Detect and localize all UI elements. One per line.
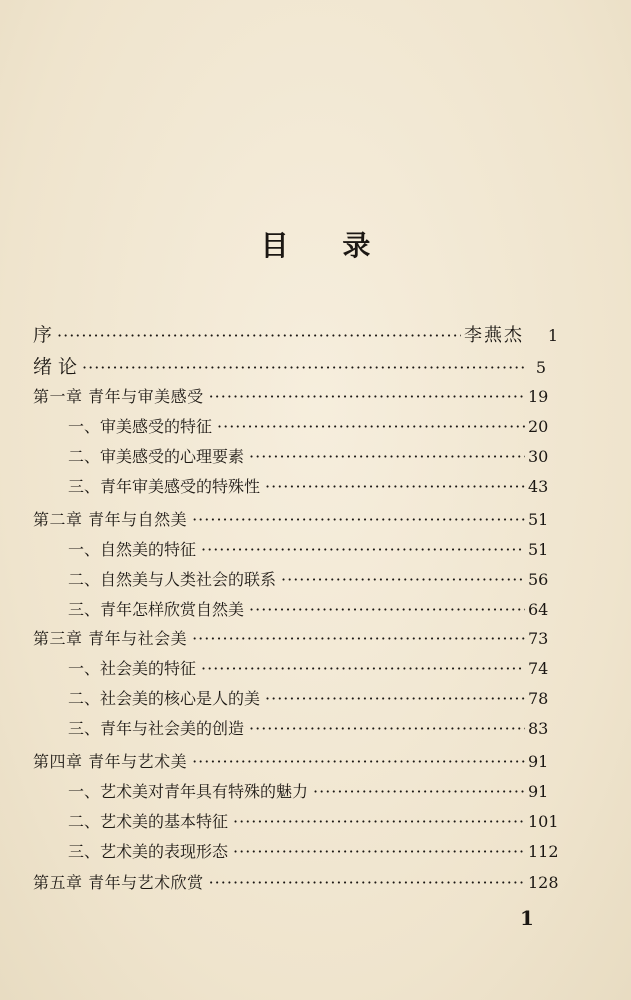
toc-entry-page: 43 [528,477,549,496]
toc-entry-label: 三、艺术美的表现形态 [68,842,229,861]
toc-entry-label: 三、青年审美感受的特殊性 [68,477,261,496]
toc-entry-section[interactable] [68,444,549,467]
dot-leader [209,873,525,892]
toc-entry-page: 51 [528,510,549,529]
toc-entry-section[interactable] [68,686,549,709]
toc-entry-label: 第二章 青年与自然美 [33,510,188,529]
toc-entry-page: 64 [528,600,549,619]
toc-entry-label: 三、青年与社会美的创造 [68,719,245,738]
toc-entry-page: 83 [528,719,549,738]
toc-entry-label: 第五章 青年与艺术欣赏 [33,873,204,892]
toc-entry-section[interactable] [68,839,559,862]
toc-entry-page: 91 [528,782,549,801]
toc-entry-section[interactable] [68,597,549,620]
toc-entry-label: 绪 论 [33,356,78,378]
toc-entry-page: 128 [528,873,559,892]
dot-leader [82,358,525,377]
toc-entry-section[interactable] [68,656,549,679]
toc-entry-chapter-4[interactable] [33,749,549,772]
dot-leader [313,782,525,801]
toc-entry-label: 二、自然美与人类社会的联系 [68,570,277,589]
toc-entry-section[interactable] [68,779,549,802]
page-number: 1 [520,906,534,930]
toc-entry-page: 5 [535,358,546,377]
toc-entry-label: 第四章 青年与艺术美 [33,752,188,771]
toc-entry-page: 74 [528,659,549,678]
toc-entry-label: 第三章 青年与社会美 [33,629,188,648]
toc-entry-page: 91 [528,752,549,771]
toc-entry-label: 三、青年怎样欣赏自然美 [68,600,245,619]
toc-entry-chapter-3[interactable] [33,626,549,649]
toc-entry-page: 112 [528,842,559,861]
toc-entry-section[interactable] [68,716,549,739]
dot-leader [249,719,525,738]
toc-entry-section[interactable] [68,537,549,560]
toc-entry-section[interactable] [68,414,549,437]
toc-entry-page: 101 [528,812,559,831]
dot-leader [201,540,525,559]
toc-entry-section[interactable] [68,567,549,590]
dot-leader [281,570,525,589]
dot-leader [192,629,525,648]
toc-entry-preface[interactable] [33,320,558,347]
dot-leader [57,326,461,345]
dot-leader [233,842,525,861]
toc-entry-label: 二、社会美的核心是人的美 [68,689,261,708]
toc-entry-label: 一、社会美的特征 [68,659,197,678]
toc-entry-label: 一、审美感受的特征 [68,417,213,436]
toc-entry-page: 51 [528,540,549,559]
toc-entry-label: 一、自然美的特征 [68,540,197,559]
dot-leader [233,812,525,831]
dot-leader [249,447,525,466]
toc-entry-page: 78 [528,689,549,708]
toc-entry-chapter-1[interactable] [33,384,549,407]
toc-entry-label: 二、艺术美的基本特征 [68,812,229,831]
dot-leader [209,387,525,406]
toc-entry-label: 二、审美感受的心理要素 [68,447,245,466]
toc-entry-label: 一、艺术美对青年具有特殊的魅力 [68,782,309,801]
toc-entry-introduction[interactable] [33,352,546,379]
toc-entry-page: 30 [528,447,549,466]
toc-entry-label: 序 [33,324,53,346]
toc-entry-chapter-5[interactable] [33,870,559,893]
dot-leader [192,510,525,529]
dot-leader [265,477,525,496]
toc-entry-label: 第一章 青年与审美感受 [33,387,204,406]
toc-entry-chapter-2[interactable] [33,507,549,530]
toc-entry-author: 李燕杰 [464,325,524,346]
page-title: 目 录 [260,229,393,262]
dot-leader [249,600,525,619]
toc-entry-section[interactable] [68,809,559,832]
toc-entry-page: 73 [528,629,549,648]
dot-leader [192,752,525,771]
toc-entry-page: 19 [528,387,549,406]
toc-entry-page: 20 [528,417,549,436]
dot-leader [217,417,525,436]
toc-entry-page: 1 [547,326,558,345]
toc-entry-section[interactable] [68,474,549,497]
dot-leader [265,689,525,708]
dot-leader [201,659,525,678]
toc-entry-page: 56 [528,570,549,589]
